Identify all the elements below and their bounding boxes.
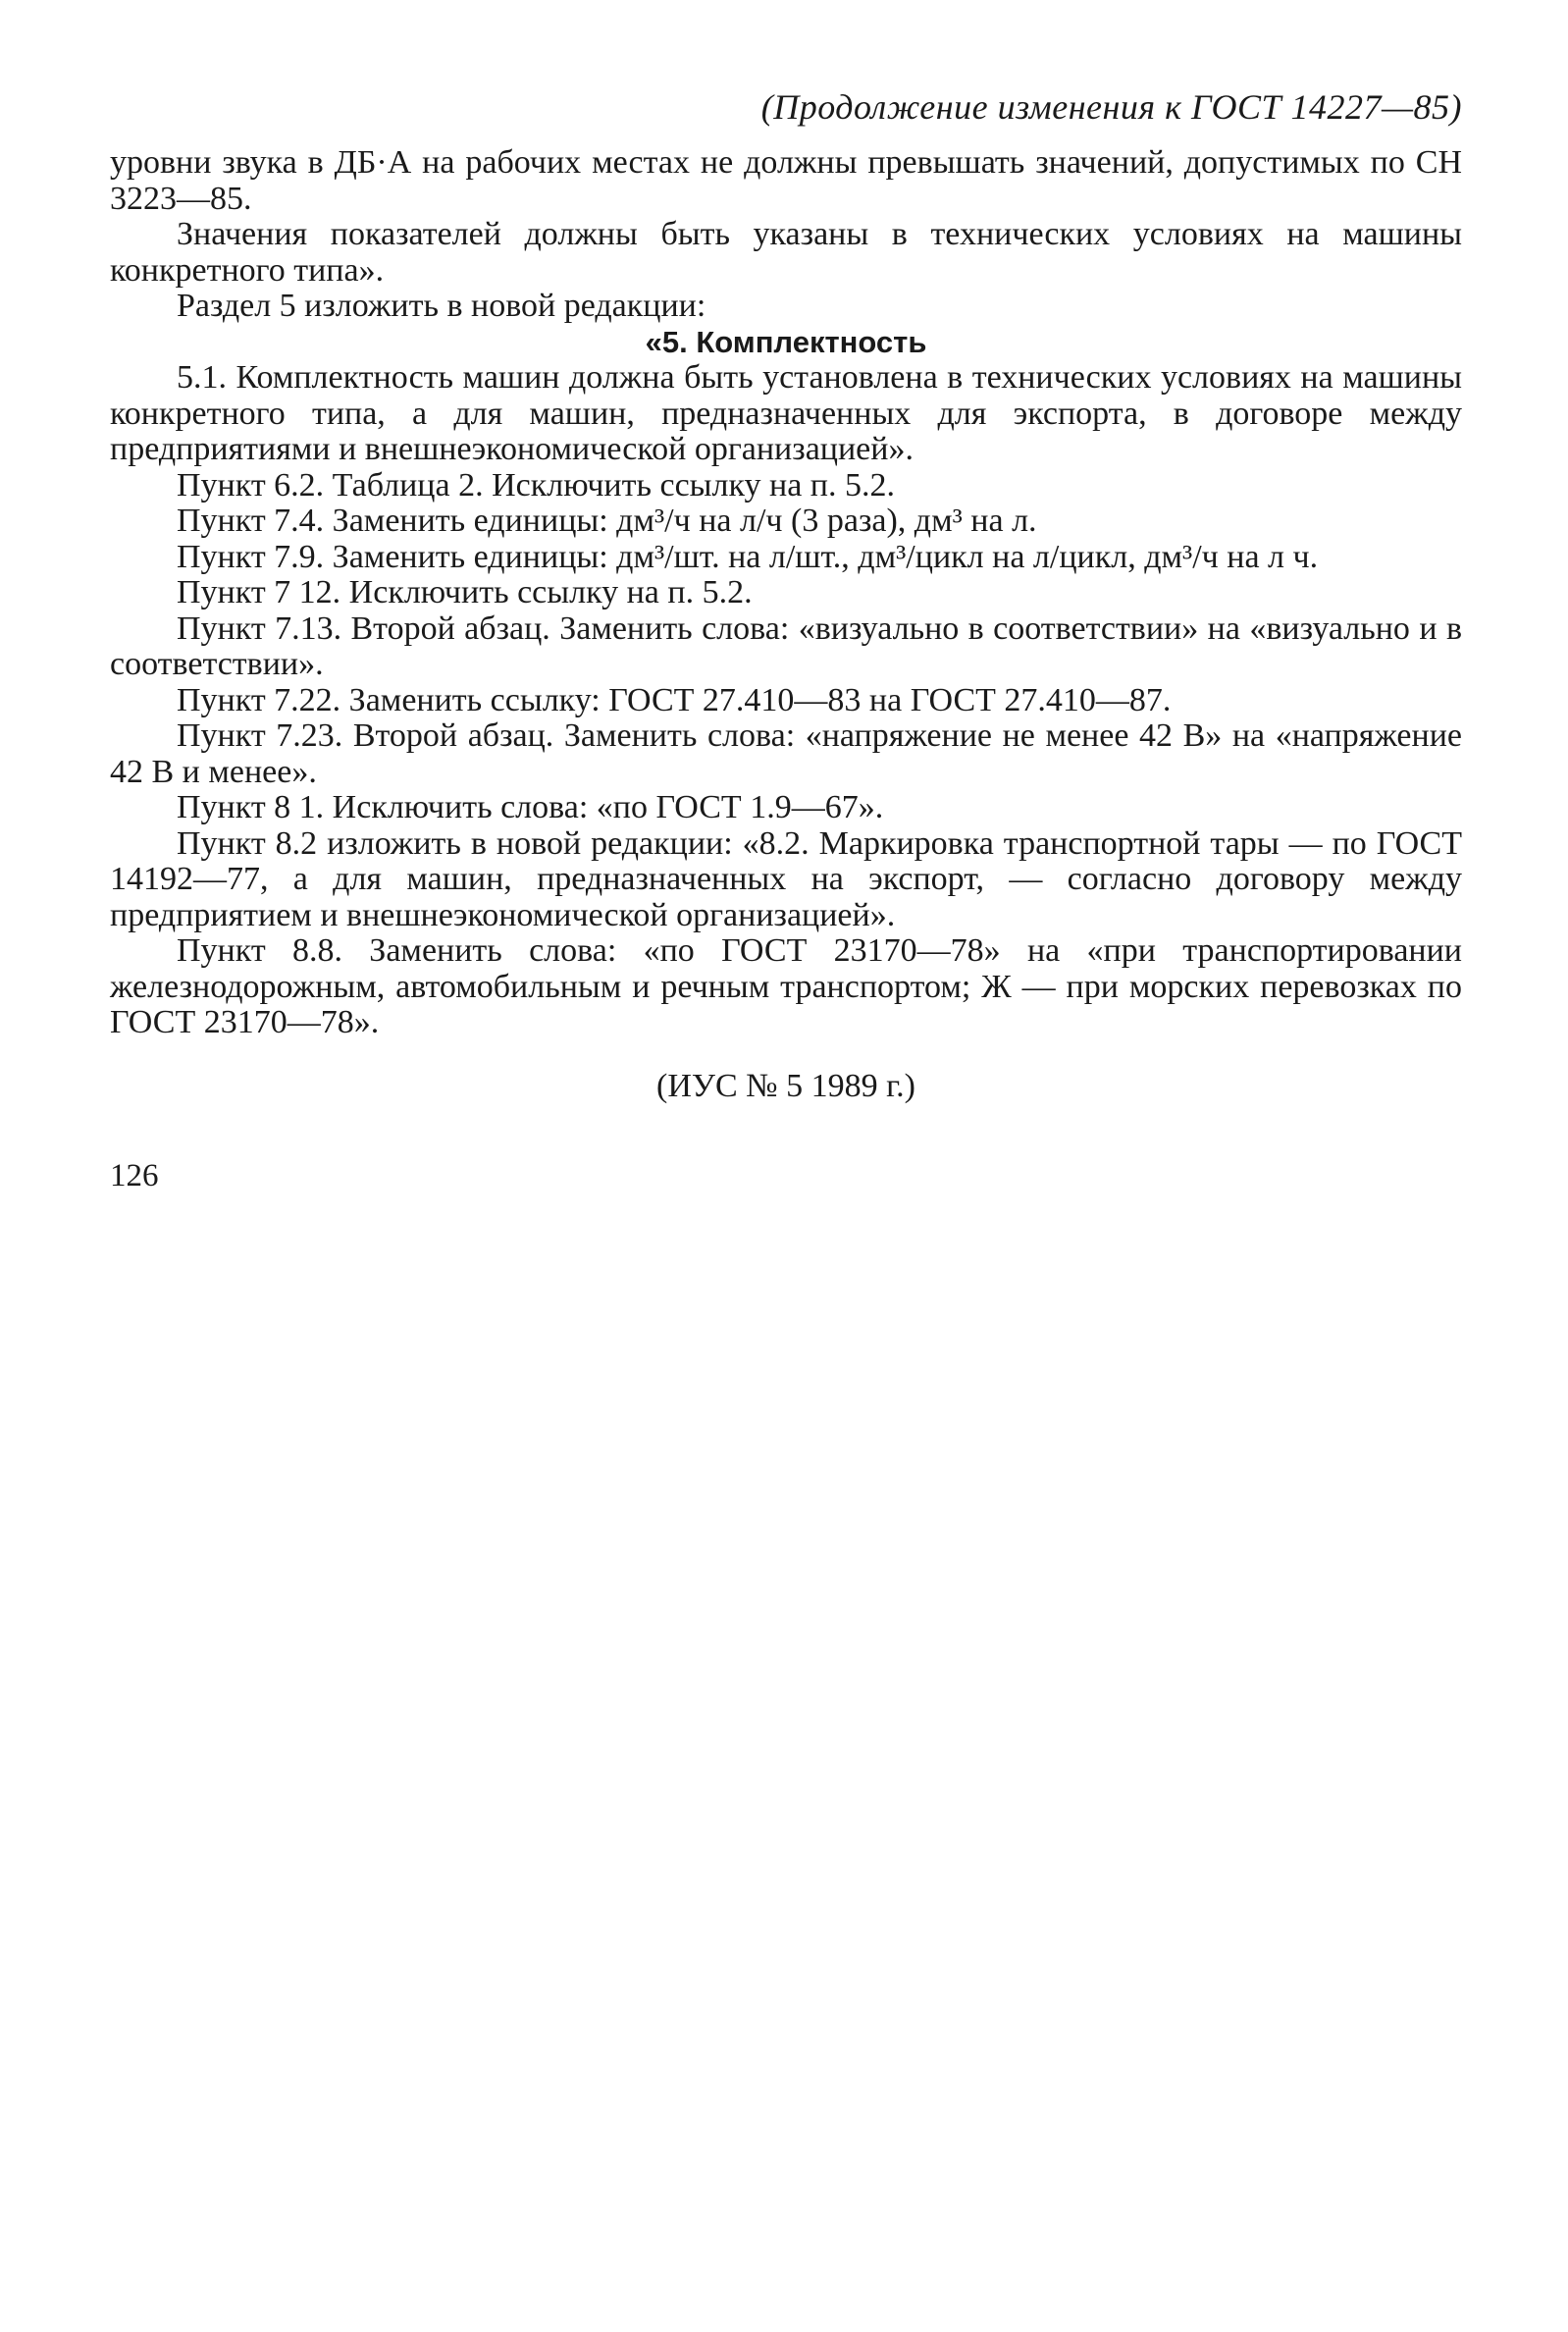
paragraph-item-7-12: Пункт 7 12. Исключить ссылку на п. 5.2.	[177, 574, 753, 610]
source-reference: (ИУС № 5 1989 г.)	[656, 1068, 915, 1104]
paragraph-item-7-23: Пункт 7.23. Второй абзац. Заменить слова: «напряжение не менее 42 В» на «напряжение 42 В и менее».	[110, 717, 1462, 790]
paragraph-section-5-intro: Раздел 5 изложить в новой редакции:	[177, 288, 706, 324]
paragraph-noise-levels: уровни звука в ДБ·А на рабочих местах не должны превышать значений, допустимых по СН 3223—85.	[110, 144, 1462, 217]
page-number: 126	[110, 1158, 159, 1193]
paragraph-item-7-9: Пункт 7.9. Заменить единицы: дм³/шт. на л/шт., дм³/цикл на л/цикл, дм³/ч на л ч.	[177, 538, 1319, 575]
continuation-header: (Продолжение изменения к ГОСТ 14227—85)	[760, 87, 1462, 127]
paragraph-item-8-8: Пункт 8.8. Заменить слова: «по ГОСТ 23170—78» на «при транспортировании железнодорожным, автомобильным и речным транспортом; Ж — при морских перевозках по ГОСТ 23170—78».	[110, 932, 1462, 1040]
paragraph-item-7-22: Пункт 7.22. Заменить ссылку: ГОСТ 27.410—83 на ГОСТ 27.410—87.	[177, 681, 1172, 718]
paragraph-item-7-13: Пункт 7.13. Второй абзац. Заменить слова: «визуально в соответствии» на «визуально и в соответствии».	[110, 610, 1462, 682]
section-heading-completeness: «5. Комплектность	[645, 324, 927, 359]
paragraph-indicator-values: Значения показателей должны быть указаны в технических условиях на машины конкретного типа».	[110, 216, 1462, 289]
paragraph-item-6-2: Пункт 6.2. Таблица 2. Исключить ссылку на п. 5.2.	[177, 466, 895, 504]
document-body	[110, 145, 1462, 1041]
paragraph-5-1: 5.1. Комплектность машин должна быть установлена в технических условиях на машины конкретного типа, а для машин, предназначенных для экспорта, в договоре между предприятиями и внешнеэкономической организацией».	[110, 359, 1462, 467]
paragraph-item-8-2: Пункт 8.2 изложить в новой редакции: «8.2. Маркировка транспортной тары — по ГОСТ 14192—77, а для машин, предназначенных на экспорт, — согласно договору между предприятием и внешнеэкономической организацией».	[110, 824, 1462, 933]
paragraph-item-8-1: Пункт 8 1. Исключить слова: «по ГОСТ 1.9—67».	[177, 789, 884, 825]
paragraph-item-7-4: Пункт 7.4. Заменить единицы: дм³/ч на л/ч (3 раза), дм³ на л.	[177, 503, 1037, 539]
